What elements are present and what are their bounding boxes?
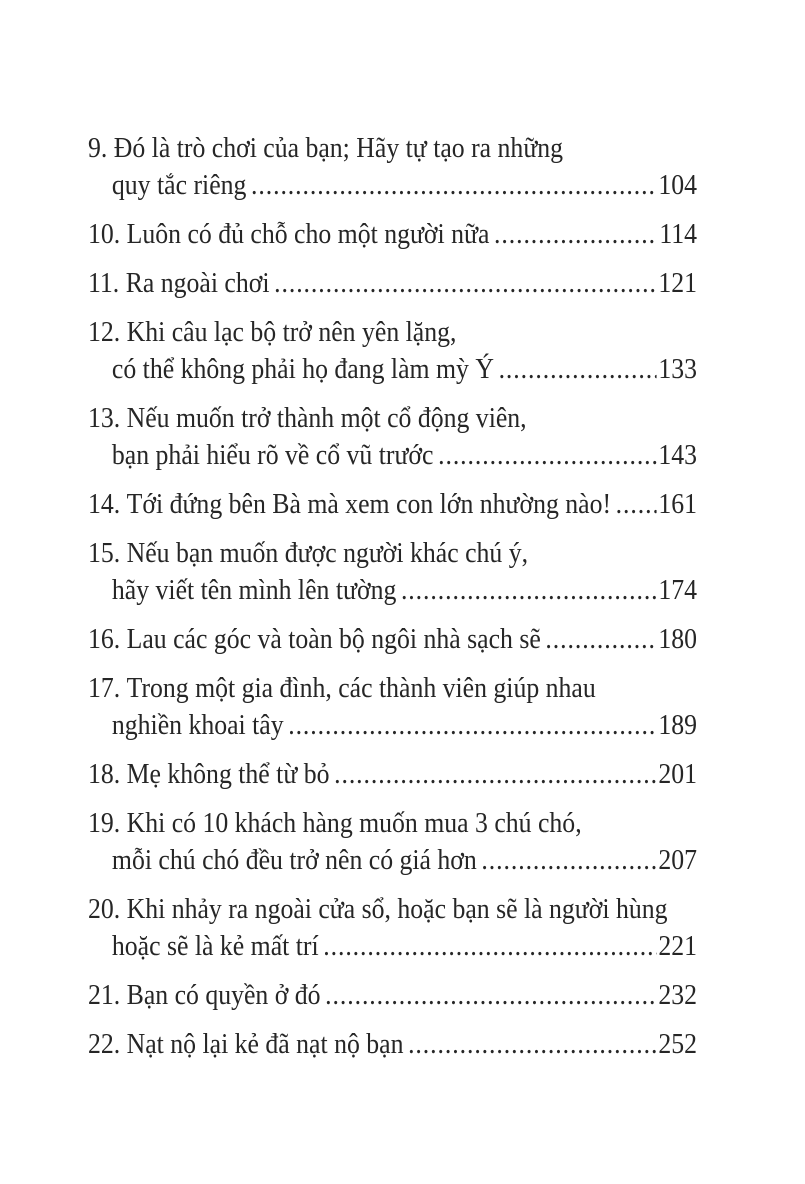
entry-title-text: hãy viết tên mình lên tường — [111, 575, 397, 606]
entry-number: 20. — [88, 894, 121, 925]
entry-title-text: Nạt nộ lại kẻ đã nạt nộ bạn — [126, 1029, 404, 1060]
toc-entry-line-first — [88, 805, 697, 842]
page-number: 252 — [658, 1029, 698, 1060]
dot-leader — [274, 265, 656, 302]
toc-entry — [88, 670, 697, 744]
toc-entry-line-first — [88, 1026, 697, 1063]
entry-number: 10. — [88, 219, 121, 250]
toc-entry — [88, 1026, 697, 1063]
page-number: 232 — [658, 980, 698, 1011]
entry-title-text: Tới đứng bên Bà mà xem con lớn nhường nào! — [126, 489, 612, 520]
page-number: 143 — [658, 440, 698, 471]
page-number: 133 — [658, 354, 698, 385]
entry-title-text: Khi câu lạc bộ trở nên yên lặng, — [126, 317, 457, 348]
dot-leader — [288, 707, 656, 744]
toc-entry-line-first — [88, 400, 697, 437]
entry-number: 11. — [88, 268, 120, 299]
page-number: 161 — [658, 489, 698, 520]
toc-entry — [88, 486, 697, 523]
toc-entry-line-first — [88, 621, 697, 658]
entry-title-text: Lau các góc và toàn bộ ngôi nhà sạch sẽ — [126, 624, 541, 655]
dot-leader — [438, 437, 656, 474]
toc-entry-line-first — [88, 216, 697, 253]
dot-leader — [616, 486, 657, 523]
entry-title-text: mỗi chú chó đều trở nên có giá hơn — [111, 845, 477, 876]
toc-entry — [88, 400, 697, 474]
toc-entry — [88, 891, 697, 965]
dot-leader — [325, 977, 656, 1014]
dot-leader — [251, 167, 657, 204]
toc-entry-line-first — [88, 535, 697, 572]
toc-entry-line-continuation — [88, 928, 697, 965]
dot-leader — [494, 216, 658, 253]
toc-entry — [88, 314, 697, 388]
page-number: 174 — [658, 575, 698, 606]
page-number: 201 — [658, 759, 698, 790]
toc-entry-line-first — [88, 670, 697, 707]
page-number: 207 — [658, 845, 698, 876]
toc-entry — [88, 130, 697, 204]
toc-entry — [88, 621, 697, 658]
toc-entry-line-first — [88, 314, 697, 351]
page-number: 121 — [658, 268, 698, 299]
page-number: 189 — [658, 710, 698, 741]
entry-title-text: Nếu bạn muốn được người khác chú ý, — [126, 538, 529, 569]
dot-leader — [408, 1026, 656, 1063]
toc-entry-line-first — [88, 130, 697, 167]
entry-title-text: Mẹ không thể từ bỏ — [126, 759, 330, 790]
page-number: 104 — [658, 170, 698, 201]
dot-leader — [401, 572, 657, 609]
entry-title-text: Nếu muốn trở thành một cổ động viên, — [126, 403, 527, 434]
toc-entry-line-continuation — [88, 842, 697, 879]
entry-title-text: Luôn có đủ chỗ cho một người nữa — [126, 219, 490, 250]
entry-number: 18. — [88, 759, 121, 790]
dot-leader — [499, 351, 657, 388]
entry-number: 17. — [88, 673, 121, 704]
toc-entry-line-continuation — [88, 707, 697, 744]
dot-leader — [545, 621, 656, 658]
toc-entry-line-continuation — [88, 572, 697, 609]
toc-list — [88, 130, 697, 1063]
entry-title-text: Khi nhảy ra ngoài cửa sổ, hoặc bạn sẽ là người hùng — [126, 894, 668, 925]
page-number: 221 — [658, 931, 698, 962]
toc-entry-line-continuation — [88, 437, 697, 474]
entry-number: 14. — [88, 489, 121, 520]
entry-title-text: hoặc sẽ là kẻ mất trí — [111, 931, 319, 962]
toc-entry — [88, 216, 697, 253]
page-number: 114 — [659, 219, 698, 250]
toc-entry — [88, 756, 697, 793]
entry-title-text: Khi có 10 khách hàng muốn mua 3 chú chó, — [126, 808, 582, 839]
dot-leader — [334, 756, 656, 793]
page-number: 180 — [658, 624, 698, 655]
toc-entry-line-first — [88, 891, 697, 928]
toc-entry — [88, 805, 697, 879]
entry-title-text: quy tắc riêng — [111, 170, 247, 201]
dot-leader — [323, 928, 656, 965]
entry-title-text: Ra ngoài chơi — [125, 268, 270, 299]
toc-entry-line-first — [88, 756, 697, 793]
entry-number: 12. — [88, 317, 121, 348]
entry-number: 9. — [88, 133, 108, 164]
dot-leader — [481, 842, 656, 879]
toc-entry-line-continuation — [88, 167, 697, 204]
toc-entry-line-first — [88, 977, 697, 1014]
entry-title-text: có thể không phải họ đang làm mỳ Ý — [111, 354, 494, 385]
toc-entry — [88, 977, 697, 1014]
toc-entry-line-continuation — [88, 351, 697, 388]
toc-entry — [88, 535, 697, 609]
toc-entry-line-first — [88, 265, 697, 302]
toc-entry — [88, 265, 697, 302]
entry-title-text: Bạn có quyền ở đó — [126, 980, 321, 1011]
entry-number: 19. — [88, 808, 121, 839]
entry-number: 13. — [88, 403, 121, 434]
entry-number: 16. — [88, 624, 121, 655]
entry-title-text: nghiền khoai tây — [111, 710, 284, 741]
toc-entry-line-first — [88, 486, 697, 523]
entry-title-text: Đó là trò chơi của bạn; Hãy tự tạo ra những — [113, 133, 564, 164]
entry-title-text: Trong một gia đình, các thành viên giúp nhau — [126, 673, 596, 704]
entry-number: 15. — [88, 538, 121, 569]
entry-number: 22. — [88, 1029, 121, 1060]
entry-title-text: bạn phải hiểu rõ về cổ vũ trước — [111, 440, 434, 471]
entry-number: 21. — [88, 980, 121, 1011]
